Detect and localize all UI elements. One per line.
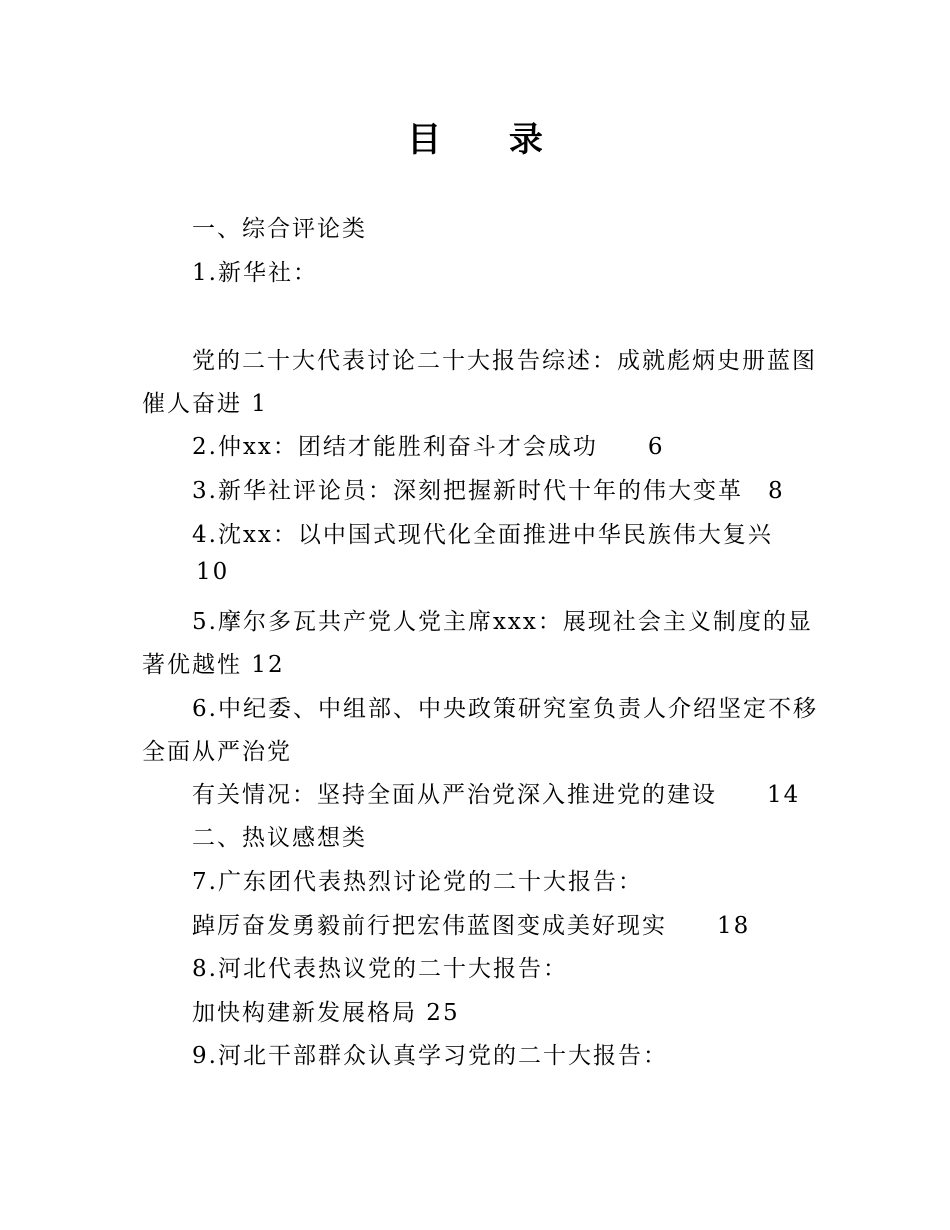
toc-entry: 8.河北代表热议党的二十大报告： (192, 956, 568, 982)
toc-entry: 加快构建新发展格局 25 (192, 1000, 460, 1026)
toc-entry: 7.广东团代表热烈讨论党的二十大报告： (192, 869, 643, 895)
toc-entry: 6.中纪委、中组部、中央政策研究室负责人介绍坚定不移 (192, 696, 818, 722)
toc-entry: 党的二十大代表讨论二十大报告综述：成就彪炳史册蓝图 (192, 348, 817, 374)
toc-entry: 1.新华社： (192, 260, 318, 286)
toc-entry-continuation: 催人奋进 1 (142, 391, 268, 417)
toc-entry-continuation: 著优越性 12 (142, 652, 285, 678)
toc-entry: 4.沈xx：以中国式现代化全面推进中华民族伟大复兴 (192, 522, 773, 548)
toc-entry: 踔厉奋发勇毅前行把宏伟蓝图变成美好现实 18 (192, 913, 751, 939)
toc-entry: 9.河北干部群众认真学习党的二十大报告： (192, 1043, 668, 1069)
toc-entry-continuation: 10 (196, 559, 230, 585)
toc-section-heading: 二、热议感想类 (192, 825, 367, 851)
toc-entry: 5.摩尔多瓦共产党人党主席xxx：展现社会主义制度的显 (192, 609, 813, 635)
toc-entry: 2.仲xx：团结才能胜利奋斗才会成功 6 (192, 434, 665, 460)
page-title: 目 录 (407, 120, 571, 160)
toc-entry-continuation: 全面从严治党 (142, 739, 292, 765)
toc-entry: 有关情况：坚持全面从严治党深入推进党的建设 14 (192, 782, 801, 808)
toc-section-heading: 一、综合评论类 (192, 216, 367, 242)
toc-entry: 3.新华社评论员：深刻把握新时代十年的伟大变革 8 (192, 478, 785, 504)
